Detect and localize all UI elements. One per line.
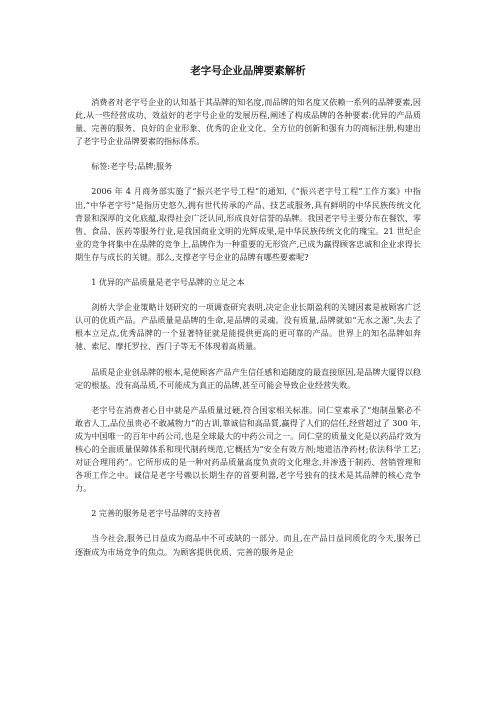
section-1-paragraph-1: 剑桥大学企业策略计划研究的一项调查研究表明,决定企业长期盈利的关键因素是被顾客广泛认可的优质产品。产品质量是品牌的生命,是品牌的灵魂。没有质量,品牌就如“无水之源”,失去了根本立足点,优秀品牌的一个显著特征就是能提供更高的更可靠的产品。世界上的知名品牌如奔驰、索尼、摩托罗拉、西门子等无不体现着高质量。 bbox=[75, 302, 421, 352]
document-page bbox=[75, 64, 421, 571]
intro-paragraph: 2006 年 4 月商务部实施了“振兴老字号工程”的通知,《“振兴老字号工程”工作方案》中指出,“中华老字号”是指历史悠久,拥有世代传承的产品、技艺或服务,具有鲜明的中华民族传统文化背景和深厚的文化底蕴,取得社会广泛认同,形成良好信誉的品牌。我国老字号主要分布在餐饮、零售、食品、医药等服务行业,是我国商业文明的光辉成果,是中华民族传统文化的瑰宝。21 世纪企业的竞争将集中在品牌的竞争上,品牌作为一种重要的无形资产,已成为赢得顾客忠诚和企业求得长期生存与成长的关键。那么,支撑老字号企业的品牌有哪些要素呢? bbox=[75, 186, 421, 262]
section-1-paragraph-3: 老字号在消费者心目中就是产品质量过硬,符合国家相关标准。同仁堂素承了“炮制虽繁必不敢省人工,品位虽贵必不敢减物力”的古训,靠诚信和高品質,赢得了人们的信任,经营超过了 300 年,成为中国唯一的百年中药公司,也是全球最大的中药公司之一。同仁堂的质量文化是以药品疗效为核心的全面质量保障体系和现代制药规范,它概括为“安全有效方剂;地道洁净药材;依法科学工艺;对证合理用药”。它所形成的是一种对药品质量高度负责的文化理念,并渗透于制药、营销管理和各项工作之中。诚信是老字号赖以长期生存的首要利器,老字号独有的技术是其品牌的核心竞争力。 bbox=[75, 404, 421, 494]
section-1-heading: 1 优异的产品质量是老字号品牌的立足之本 bbox=[91, 277, 245, 288]
abstract-paragraph: 消费者对老字号企业的认知基于其品牌的知名度,而品牌的知名度又依赖一系列的品牌要素,因此,从一些经营成功、效益好的老字号企业的发展历程,阐述了构成品牌的各种要素:优异的产品质量、完善的服务、良好的企业形象、优秀的企业文化、全方位的创新和强有力的商标注册,构建出了老字号企业品牌要素的指标体系。 bbox=[75, 97, 421, 147]
document-title: 老字号企业品牌要素解析 bbox=[190, 65, 306, 77]
section-1-paragraph-2: 品质是企业创品牌的根本,是使顾客产品产生信任感和追随度的最直接原因,是品牌大厦得以稳定的根基。没有高品质,不可能成为真正的品牌,甚至可能会导致企业经营失败。 bbox=[75, 366, 421, 390]
section-2-heading: 2 完善的服务是老字号品牌的支持者 bbox=[91, 508, 221, 519]
section-2-paragraph-1: 当今社会,服务已日益成为商品中不可或缺的一部分。而且,在产品日益同质化的今天,服务已逐渐成为市场竞争的焦点。为顾客提供优质、完善的服务是企 bbox=[75, 533, 421, 557]
keywords-line: 标签:老字号;品牌;服务 bbox=[91, 161, 173, 172]
